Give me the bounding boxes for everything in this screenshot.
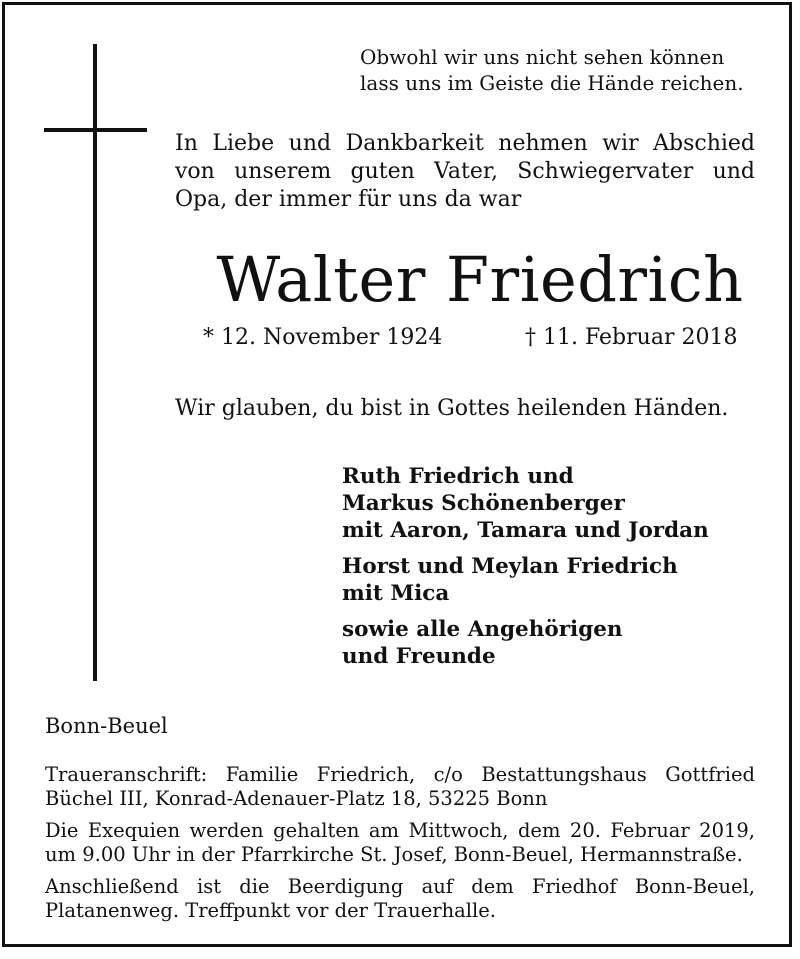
mourner-group xyxy=(342,463,772,544)
cross-horizontal-bar xyxy=(44,128,147,132)
intro-line: von unserem guten Vater, Schwiegervater und xyxy=(175,159,755,184)
notice-line: Anschließend ist die Beerdigung auf dem Friedhof Bonn-Beuel, xyxy=(45,875,755,898)
mourner-line: mit Aaron, Tamara und Jordan xyxy=(342,518,709,543)
notice-line: um 9.00 Uhr in der Pfarrkirche St. Josef, Bonn-Beuel, Hermannstraße. xyxy=(45,842,743,866)
notice-line: Die Exequien werden gehalten am Mittwoch, dem 20. Februar 2019, xyxy=(45,819,755,842)
death-date: † 11. Februar 2018 xyxy=(525,325,738,350)
notice-line: Traueranschrift: Familie Friedrich, c/o Bestattungshaus Gottfried xyxy=(45,763,755,786)
mourner-line: Ruth Friedrich und xyxy=(342,464,574,489)
notice-line: Büchel III, Konrad-Adenauer-Platz 18, 53225 Bonn xyxy=(45,786,548,810)
mourner-line: und Freunde xyxy=(342,644,496,669)
intro-line: In Liebe und Dankbarkeit nehmen wir Abschied xyxy=(175,131,755,156)
faith-statement: Wir glauben, du bist in Gottes heilenden Händen. xyxy=(175,396,729,421)
mourner-line: Horst und Meylan Friedrich xyxy=(342,554,678,579)
mourner-group xyxy=(342,616,772,670)
mourners-list xyxy=(342,463,772,679)
birth-date: * 12. November 1924 xyxy=(203,325,443,350)
motto xyxy=(360,44,760,96)
service-notice xyxy=(45,819,755,866)
mourner-line: mit Mica xyxy=(342,581,450,606)
motto-line: lass uns im Geiste die Hände reichen. xyxy=(360,71,744,95)
place-name: Bonn-Beuel xyxy=(45,714,168,738)
burial-notice xyxy=(45,875,755,922)
notice-line: Platanenweg. Treffpunkt vor der Trauerhalle. xyxy=(45,898,496,922)
intro-line: Opa, der immer für uns da war xyxy=(175,187,522,212)
intro-text xyxy=(175,130,755,214)
mourner-group xyxy=(342,553,772,607)
address-notice xyxy=(45,763,755,810)
notices xyxy=(45,763,755,931)
mourner-line: Markus Schönenberger xyxy=(342,491,625,516)
mourner-line: sowie alle Angehörigen xyxy=(342,617,623,642)
cross-vertical-bar xyxy=(93,44,97,681)
motto-line: Obwohl wir uns nicht sehen können xyxy=(360,45,725,69)
deceased-name: Walter Friedrich xyxy=(216,243,744,316)
